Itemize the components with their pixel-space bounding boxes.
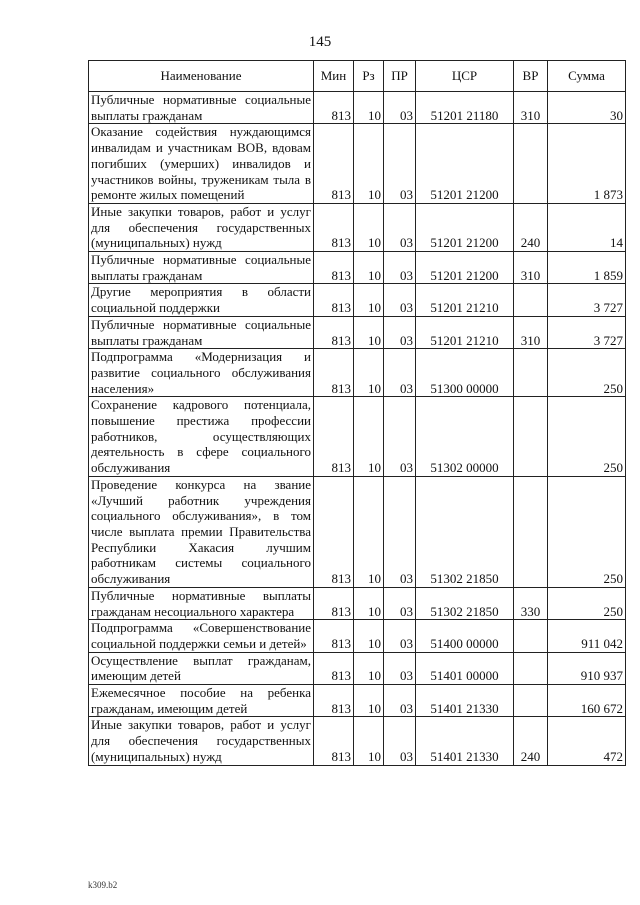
row-min: 813 — [314, 620, 354, 652]
row-rz: 10 — [354, 203, 384, 251]
row-sum: 472 — [548, 717, 626, 765]
column-header-min: Мин — [314, 61, 354, 92]
row-rz: 10 — [354, 587, 384, 619]
row-pr: 03 — [384, 620, 416, 652]
row-pr: 03 — [384, 92, 416, 124]
table-row — [89, 92, 626, 124]
row-sum: 250 — [548, 349, 626, 397]
column-header-pr: ПР — [384, 61, 416, 92]
row-sum: 1 873 — [548, 124, 626, 204]
row-name: Публичные нормативные социальные выплаты гражданам — [89, 316, 314, 348]
table-header-row — [89, 61, 626, 92]
row-min: 813 — [314, 685, 354, 717]
row-vr — [514, 349, 548, 397]
row-csr: 51401 00000 — [416, 652, 514, 684]
row-min: 813 — [314, 349, 354, 397]
row-vr: 310 — [514, 252, 548, 284]
row-min: 813 — [314, 316, 354, 348]
row-name: Проведение конкурса на звание «Лучший работник учреждения социального обслуживания», в том числе выплата премии Правительства Республики Хакасия лучшим работникам системы социального обслуживания — [89, 476, 314, 587]
row-pr: 03 — [384, 476, 416, 587]
row-csr: 51201 21200 — [416, 203, 514, 251]
table-row — [89, 124, 626, 204]
row-sum: 3 727 — [548, 284, 626, 316]
row-rz: 10 — [354, 717, 384, 765]
row-sum: 30 — [548, 92, 626, 124]
row-vr — [514, 652, 548, 684]
table-row — [89, 685, 626, 717]
row-sum: 250 — [548, 476, 626, 587]
column-header-name: Наименование — [89, 61, 314, 92]
column-header-rz: Рз — [354, 61, 384, 92]
row-vr: 310 — [514, 316, 548, 348]
row-csr: 51201 21200 — [416, 124, 514, 204]
row-vr — [514, 620, 548, 652]
table-row — [89, 252, 626, 284]
row-min: 813 — [314, 652, 354, 684]
row-pr: 03 — [384, 284, 416, 316]
row-csr: 51201 21200 — [416, 252, 514, 284]
row-rz: 10 — [354, 316, 384, 348]
table-row — [89, 316, 626, 348]
row-rz: 10 — [354, 124, 384, 204]
row-name: Другие мероприятия в области социальной поддержки — [89, 284, 314, 316]
row-name: Иные закупки товаров, работ и услуг для обеспечения государственных (муниципальных) нужд — [89, 717, 314, 765]
row-rz: 10 — [354, 92, 384, 124]
table-row — [89, 397, 626, 477]
budget-table — [88, 60, 626, 766]
row-pr: 03 — [384, 203, 416, 251]
row-csr: 51401 21330 — [416, 685, 514, 717]
table-row — [89, 284, 626, 316]
row-pr: 03 — [384, 652, 416, 684]
row-min: 813 — [314, 124, 354, 204]
row-rz: 10 — [354, 397, 384, 477]
row-pr: 03 — [384, 124, 416, 204]
row-vr: 240 — [514, 203, 548, 251]
row-vr: 240 — [514, 717, 548, 765]
row-rz: 10 — [354, 476, 384, 587]
table-row — [89, 203, 626, 251]
row-min: 813 — [314, 476, 354, 587]
row-name: Подпрограмма «Модернизация и развитие социального обслуживания населения» — [89, 349, 314, 397]
row-pr: 03 — [384, 587, 416, 619]
table-row — [89, 349, 626, 397]
row-name: Сохранение кадрового потенциала, повышение престижа профессии работников, осуществляющих деятельность в сфере социального обслуживания — [89, 397, 314, 477]
row-pr: 03 — [384, 397, 416, 477]
footer-code: k309.b2 — [88, 880, 118, 890]
row-name: Подпрограмма «Совершенствование социальной поддержки семьи и детей» — [89, 620, 314, 652]
row-name: Оказание содействия нуждающимся инвалидам и участникам ВОВ, вдовам погибших (умерших) инвалидов и участников войны, труженикам тыла в ремонте жилых помещений — [89, 124, 314, 204]
row-sum: 1 859 — [548, 252, 626, 284]
table-row — [89, 476, 626, 587]
row-csr: 51201 21210 — [416, 284, 514, 316]
row-min: 813 — [314, 717, 354, 765]
row-rz: 10 — [354, 620, 384, 652]
row-name: Публичные нормативные социальные выплаты гражданам — [89, 252, 314, 284]
row-vr: 310 — [514, 92, 548, 124]
row-pr: 03 — [384, 252, 416, 284]
row-csr: 51201 21180 — [416, 92, 514, 124]
row-pr: 03 — [384, 316, 416, 348]
row-name: Публичные нормативные выплаты гражданам несоциального характера — [89, 587, 314, 619]
row-rz: 10 — [354, 284, 384, 316]
row-csr: 51201 21210 — [416, 316, 514, 348]
row-min: 813 — [314, 203, 354, 251]
row-csr: 51302 21850 — [416, 476, 514, 587]
row-csr: 51302 21850 — [416, 587, 514, 619]
row-csr: 51300 00000 — [416, 349, 514, 397]
table-row — [89, 652, 626, 684]
row-sum: 3 727 — [548, 316, 626, 348]
column-header-vr: ВР — [514, 61, 548, 92]
row-csr: 51302 00000 — [416, 397, 514, 477]
page-number: 145 — [308, 34, 332, 50]
row-sum: 14 — [548, 203, 626, 251]
row-min: 813 — [314, 252, 354, 284]
row-sum: 250 — [548, 397, 626, 477]
row-vr: 330 — [514, 587, 548, 619]
row-name: Ежемесячное пособие на ребенка гражданам, имеющим детей — [89, 685, 314, 717]
row-name: Публичные нормативные социальные выплаты гражданам — [89, 92, 314, 124]
row-sum: 910 937 — [548, 652, 626, 684]
table-row — [89, 587, 626, 619]
row-vr — [514, 284, 548, 316]
row-rz: 10 — [354, 685, 384, 717]
row-name: Иные закупки товаров, работ и услуг для обеспечения государственных (муниципальных) нужд — [89, 203, 314, 251]
table-row — [89, 717, 626, 765]
row-rz: 10 — [354, 252, 384, 284]
row-csr: 51400 00000 — [416, 620, 514, 652]
row-sum: 250 — [548, 587, 626, 619]
row-pr: 03 — [384, 349, 416, 397]
row-vr — [514, 397, 548, 477]
row-min: 813 — [314, 587, 354, 619]
table-row — [89, 620, 626, 652]
row-rz: 10 — [354, 652, 384, 684]
row-csr: 51401 21330 — [416, 717, 514, 765]
row-vr — [514, 685, 548, 717]
row-sum: 160 672 — [548, 685, 626, 717]
row-pr: 03 — [384, 717, 416, 765]
row-vr — [514, 476, 548, 587]
column-header-csr: ЦСР — [416, 61, 514, 92]
row-pr: 03 — [384, 685, 416, 717]
row-sum: 911 042 — [548, 620, 626, 652]
column-header-sum: Сумма — [548, 61, 626, 92]
row-min: 813 — [314, 284, 354, 316]
row-rz: 10 — [354, 349, 384, 397]
row-vr — [514, 124, 548, 204]
row-min: 813 — [314, 92, 354, 124]
row-name: Осуществление выплат гражданам, имеющим детей — [89, 652, 314, 684]
row-min: 813 — [314, 397, 354, 477]
